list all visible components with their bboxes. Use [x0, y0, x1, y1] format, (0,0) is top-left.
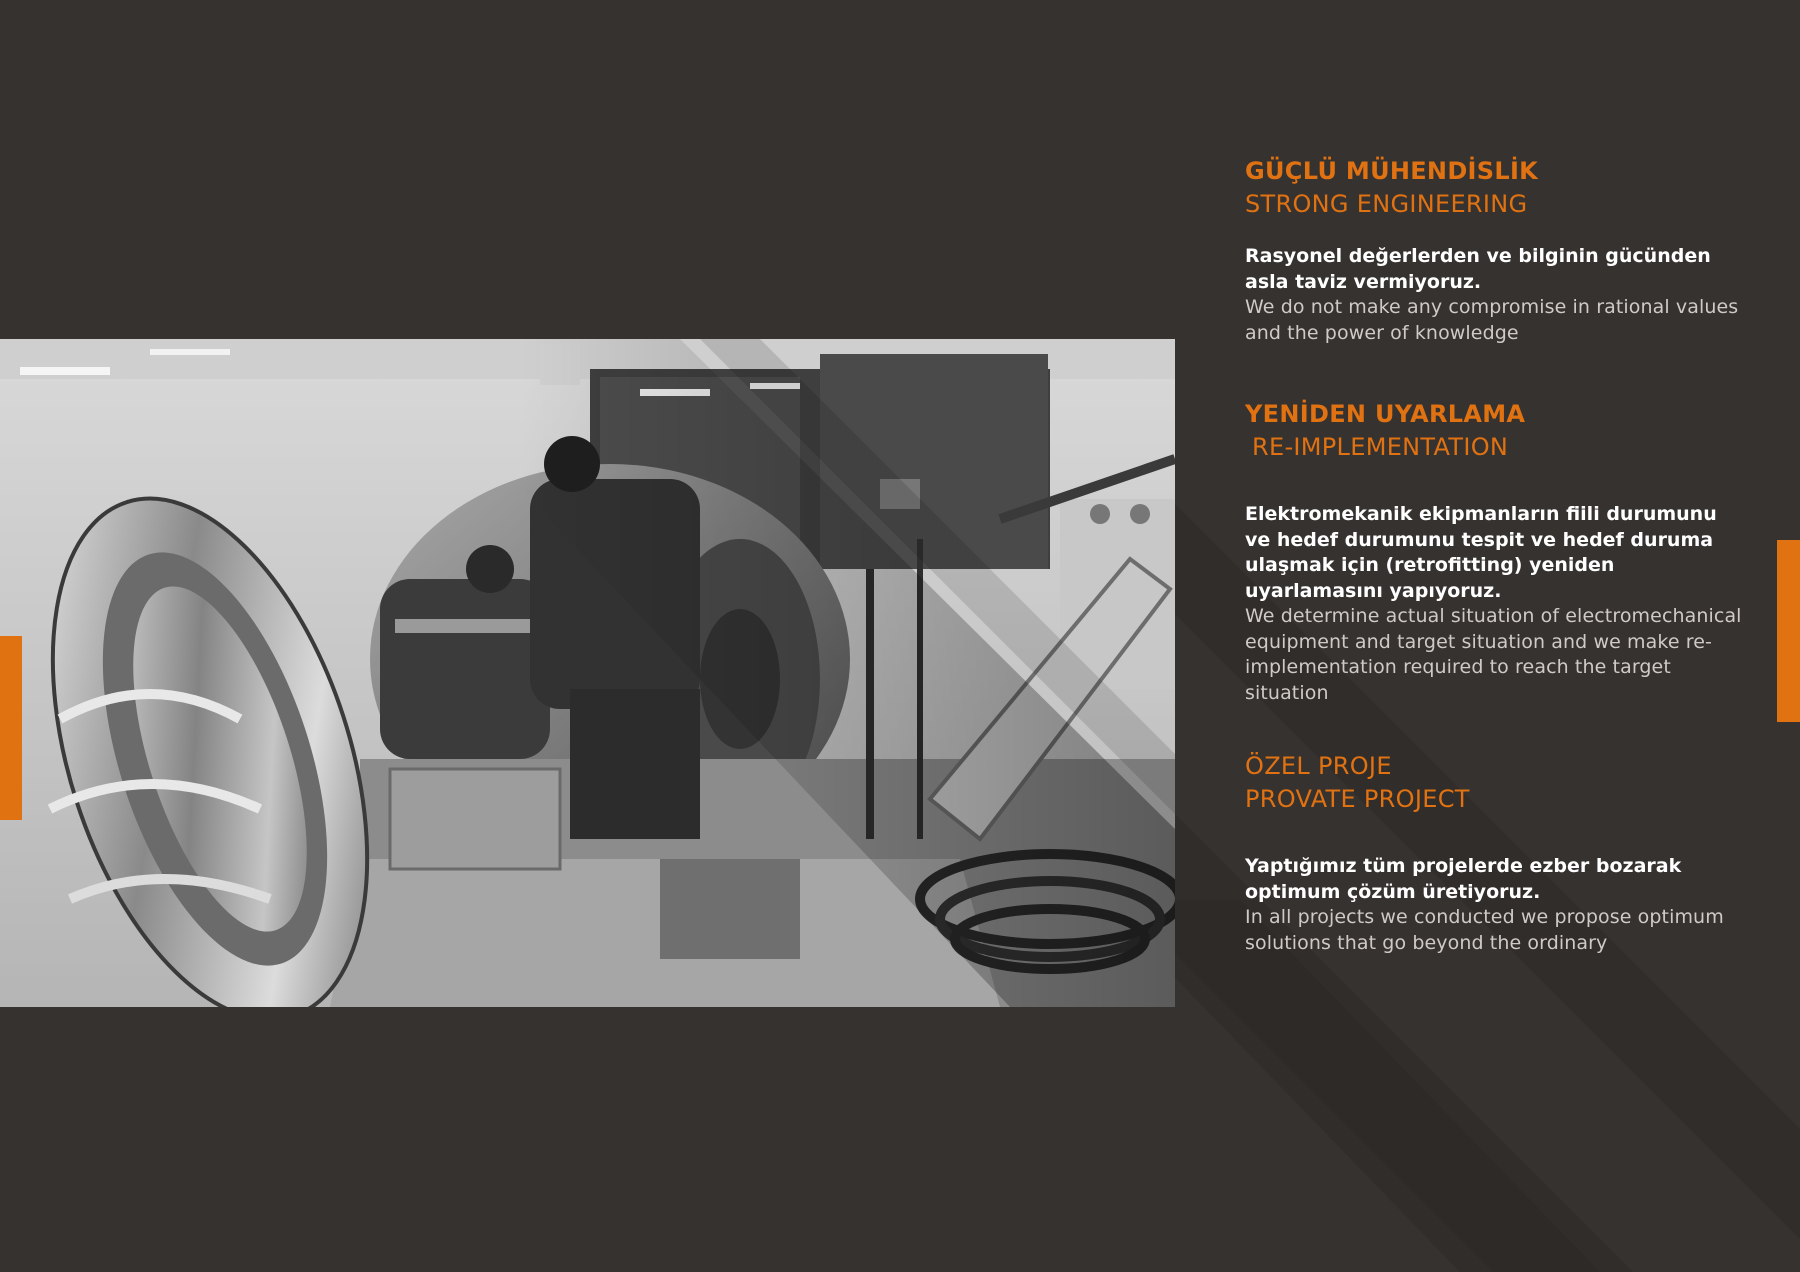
section-body-en: We do not make any compromise in rational values and the power of knowledge	[1245, 296, 1739, 344]
section-title-tr: GÜÇLÜ MÜHENDİSLİK	[1245, 157, 1539, 185]
section-private-project	[1245, 750, 1745, 956]
accent-bar-left	[0, 636, 22, 820]
accent-bar-right	[1777, 540, 1800, 722]
section-title-en: RE-IMPLEMENTATION	[1252, 433, 1509, 461]
hydro-turbine-photo	[0, 339, 1175, 1007]
section-re-implementation	[1245, 398, 1745, 706]
section-body-tr: Rasyonel değerlerden ve bilginin gücünden asla taviz vermiyoruz.	[1245, 245, 1711, 293]
section-body-tr: Elektromekanik ekipmanların fiili durumunu ve hedef durumunu tespit ve hedef duruma ulaşmak için (retrofitting) yeniden uyarlamasını yapıyoruz.	[1245, 503, 1717, 602]
section-body-en: We determine actual situation of electromechanical equipment and target situation and we make re-implementation required to reach the target situation	[1245, 605, 1742, 704]
section-title-tr: YENİDEN UYARLAMA	[1245, 400, 1526, 428]
section-title-en: PROVATE PROJECT	[1245, 785, 1470, 813]
section-body-tr: Yaptığımız tüm projelerde ezber bozarak optimum çözüm üretiyoruz.	[1245, 855, 1682, 903]
section-title-tr: ÖZEL PROJE	[1245, 752, 1392, 780]
section-strong-engineering	[1245, 155, 1745, 346]
section-title-en: STRONG ENGINEERING	[1245, 190, 1528, 218]
section-body-en: In all projects we conducted we propose optimum solutions that go beyond the ordinary	[1245, 906, 1724, 954]
